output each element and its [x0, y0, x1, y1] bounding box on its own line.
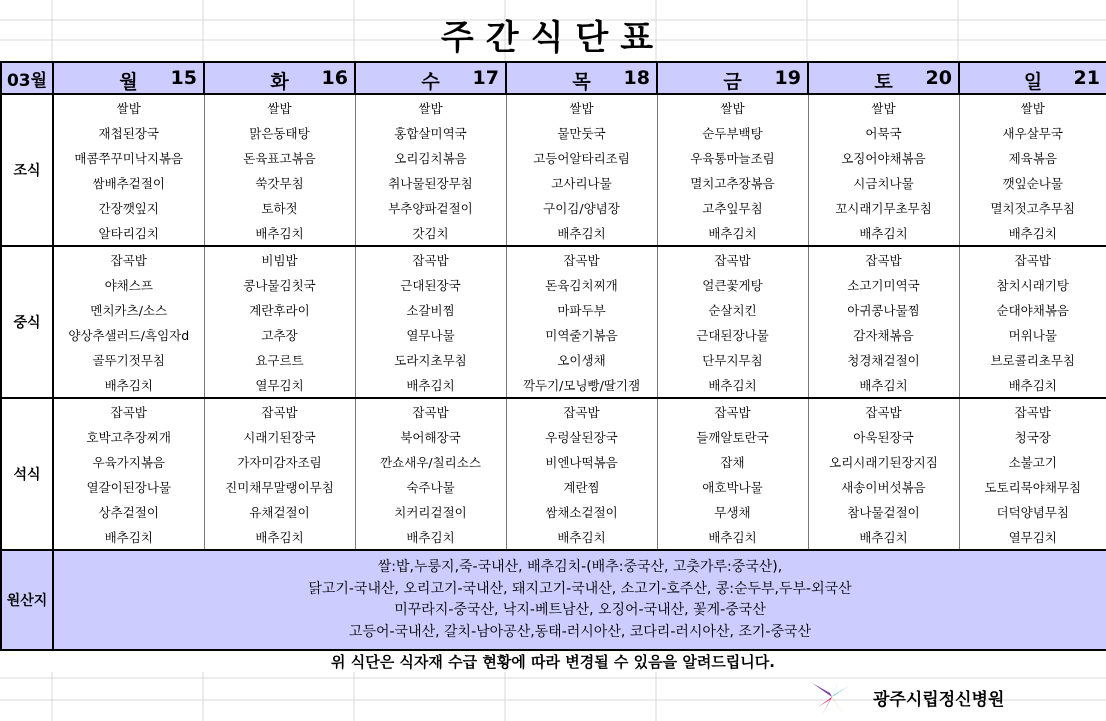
menu-item: 호박고추장찌개	[53, 424, 204, 449]
menu-item: 배추김치	[959, 220, 1106, 246]
menu-item: 열무김치	[204, 372, 355, 398]
menu-item: 재첩된장국	[53, 120, 204, 145]
menu-item: 깻잎순나물	[959, 170, 1106, 195]
menu-item: 잡곡밥	[808, 246, 959, 272]
weekly-menu-table	[0, 61, 1106, 651]
menu-item: 배추김치	[808, 524, 959, 550]
menu-item: 홍합살미역국	[355, 120, 506, 145]
day-name: 월	[119, 71, 138, 93]
menu-item: 쌀밥	[959, 94, 1106, 120]
origin-line: 쌀:밥,누룽지,죽-국내산, 배추김치-(배추:중국산, 고춧가루:중국산),	[377, 559, 783, 575]
day-header	[808, 62, 959, 94]
menu-item: 배추김치	[657, 372, 808, 398]
menu-item: 배추김치	[355, 524, 506, 550]
menu-item: 열무김치	[959, 524, 1106, 550]
menu-item: 잡곡밥	[53, 398, 204, 424]
menu-item: 쌈채소겉절이	[506, 499, 657, 524]
menu-item: 잡곡밥	[506, 246, 657, 272]
menu-item: 오징어야채볶음	[808, 145, 959, 170]
menu-item: 배추김치	[808, 372, 959, 398]
menu-item: 청경채겉절이	[808, 347, 959, 372]
menu-item: 근대된장나물	[657, 322, 808, 347]
menu-item: 더덕양념무침	[959, 499, 1106, 524]
menu-item: 비엔나떡볶음	[506, 449, 657, 474]
day-date: 18	[623, 67, 650, 89]
menu-item: 고추잎무침	[657, 195, 808, 220]
menu-item: 잡곡밥	[204, 398, 355, 424]
month-label: 03월	[1, 62, 53, 94]
menu-row	[1, 424, 1106, 449]
menu-item: 쑥갓무침	[204, 170, 355, 195]
menu-row	[1, 398, 1106, 424]
menu-row	[1, 499, 1106, 524]
meal-label: 석식	[1, 398, 53, 550]
menu-item: 시래기된장국	[204, 424, 355, 449]
menu-item: 소고기미역국	[808, 272, 959, 297]
menu-item: 배추김치	[808, 220, 959, 246]
menu-item: 콩나물김칫국	[204, 272, 355, 297]
day-name: 일	[1023, 71, 1043, 93]
menu-row	[1, 145, 1106, 170]
menu-item: 쌀밥	[506, 94, 657, 120]
menu-item: 배추김치	[355, 372, 506, 398]
menu-item: 매콤쭈꾸미낙지볶음	[53, 145, 204, 170]
menu-item: 도라지초무침	[355, 347, 506, 372]
menu-item: 배추김치	[53, 372, 204, 398]
menu-item: 치커리겉절이	[355, 499, 506, 524]
day-date: 15	[170, 67, 197, 89]
menu-item: 잡곡밥	[355, 246, 506, 272]
menu-item: 애호박나물	[657, 474, 808, 499]
menu-item: 오이생채	[506, 347, 657, 372]
menu-row	[1, 297, 1106, 322]
menu-item: 야채스프	[53, 272, 204, 297]
menu-item: 알타리김치	[53, 220, 204, 246]
menu-item: 멸치고추장볶음	[657, 170, 808, 195]
menu-item: 배추김치	[657, 220, 808, 246]
menu-item: 양상추샐러드/흑임자d	[53, 322, 204, 347]
menu-item: 머위나물	[959, 322, 1106, 347]
menu-item: 고등어알타리조림	[506, 145, 657, 170]
menu-item: 우육통마늘조림	[657, 145, 808, 170]
menu-item: 소불고기	[959, 449, 1106, 474]
menu-item: 간장깻잎지	[53, 195, 204, 220]
menu-item: 열갈이된장나물	[53, 474, 204, 499]
day-header	[959, 62, 1106, 94]
menu-item: 돈육표고볶음	[204, 145, 355, 170]
menu-item: 청국장	[959, 424, 1106, 449]
menu-item: 유채겉절이	[204, 499, 355, 524]
menu-item: 잡곡밥	[506, 398, 657, 424]
menu-item: 잡곡밥	[657, 398, 808, 424]
menu-item: 북어해장국	[355, 424, 506, 449]
menu-row	[1, 195, 1106, 220]
header-row	[1, 62, 1106, 94]
menu-item: 부추양파겉절이	[355, 195, 506, 220]
menu-row	[1, 474, 1106, 499]
day-header	[506, 62, 657, 94]
hospital-name: 광주시립정신병원	[873, 690, 1005, 710]
menu-item: 꼬시래기무초무침	[808, 195, 959, 220]
menu-item: 토하젓	[204, 195, 355, 220]
menu-row	[1, 524, 1106, 550]
menu-item: 새송이버섯볶음	[808, 474, 959, 499]
menu-item: 멘치카츠/소스	[53, 297, 204, 322]
menu-item: 참나물겉절이	[808, 499, 959, 524]
day-header	[53, 62, 204, 94]
menu-item: 우렁살된장국	[506, 424, 657, 449]
menu-item: 근대된장국	[355, 272, 506, 297]
menu-item: 숙주나물	[355, 474, 506, 499]
menu-item: 오리시래기된장지짐	[808, 449, 959, 474]
menu-item: 잡곡밥	[657, 246, 808, 272]
day-date: 17	[472, 67, 499, 89]
menu-item: 돈육김치찌개	[506, 272, 657, 297]
menu-item: 잡곡밥	[808, 398, 959, 424]
menu-item: 잡곡밥	[959, 246, 1106, 272]
menu-item: 갓김치	[355, 220, 506, 246]
menu-item: 시금치나물	[808, 170, 959, 195]
menu-item: 순두부백탕	[657, 120, 808, 145]
menu-item: 배추김치	[204, 220, 355, 246]
menu-item: 깐쇼새우/칠리소스	[355, 449, 506, 474]
menu-item: 들깨알토란국	[657, 424, 808, 449]
day-name: 목	[572, 71, 591, 93]
meal-label: 조식	[1, 94, 53, 246]
menu-item: 멸치젓고추무침	[959, 195, 1106, 220]
menu-item: 잡곡밥	[53, 246, 204, 272]
menu-item: 고추장	[204, 322, 355, 347]
day-name: 금	[723, 71, 742, 93]
menu-item: 참치시래기탕	[959, 272, 1106, 297]
menu-item: 배추김치	[506, 524, 657, 550]
menu-item: 아귀콩나물찜	[808, 297, 959, 322]
origin-line: 닭고기-국내산, 오리고기-국내산, 돼지고기-국내산, 소고기-호주산, 콩:순두부,두부-외국산	[308, 580, 852, 597]
menu-item: 구이김/양념장	[506, 195, 657, 220]
menu-item: 새우살무국	[959, 120, 1106, 145]
day-name: 토	[874, 71, 893, 93]
menu-row	[1, 170, 1106, 195]
menu-item: 잡곡밥	[355, 398, 506, 424]
menu-item: 잡곡밥	[959, 398, 1106, 424]
meal-label: 중식	[1, 246, 53, 398]
menu-item: 쌀밥	[204, 94, 355, 120]
menu-item: 계란후라이	[204, 297, 355, 322]
menu-item: 잡채	[657, 449, 808, 474]
menu-item: 어묵국	[808, 120, 959, 145]
menu-item: 비빔밥	[204, 246, 355, 272]
day-date: 16	[321, 67, 348, 89]
menu-item: 맑은동태탕	[204, 120, 355, 145]
menu-item: 진미채무말랭이무침	[204, 474, 355, 499]
day-name: 수	[421, 71, 440, 93]
day-name: 화	[270, 71, 289, 93]
day-date: 20	[925, 67, 952, 89]
menu-item: 감자채볶음	[808, 322, 959, 347]
menu-item: 도토리묵야채무침	[959, 474, 1106, 499]
menu-item: 배추김치	[657, 524, 808, 550]
page-title: 주간식단표	[440, 18, 666, 58]
menu-item: 열무나물	[355, 322, 506, 347]
menu-row	[1, 372, 1106, 398]
origin-info	[53, 550, 1106, 650]
menu-row	[1, 272, 1106, 297]
menu-row	[1, 94, 1106, 120]
menu-item: 배추김치	[53, 524, 204, 550]
menu-item: 쌀밥	[808, 94, 959, 120]
origin-label: 원산지	[1, 550, 53, 650]
menu-item: 아욱된장국	[808, 424, 959, 449]
day-header	[657, 62, 808, 94]
origin-line: 미꾸라지-중국산, 낙지-베트남산, 오징어-국내산, 꽃게-중국산	[394, 602, 766, 618]
menu-row	[1, 246, 1106, 272]
day-header	[204, 62, 355, 94]
menu-row	[1, 347, 1106, 372]
menu-row	[1, 120, 1106, 145]
menu-item: 골뚜기젓무침	[53, 347, 204, 372]
menu-item: 순대야채볶음	[959, 297, 1106, 322]
menu-item: 오리김치볶음	[355, 145, 506, 170]
menu-item: 고사리나물	[506, 170, 657, 195]
menu-item: 가자미감자조림	[204, 449, 355, 474]
menu-item: 순살치킨	[657, 297, 808, 322]
menu-item: 제육볶음	[959, 145, 1106, 170]
menu-row	[1, 449, 1106, 474]
menu-item: 쌀밥	[53, 94, 204, 120]
menu-item: 상추겉절이	[53, 499, 204, 524]
menu-item: 쌈배추겉절이	[53, 170, 204, 195]
menu-row	[1, 220, 1106, 246]
menu-item: 취나물된장무침	[355, 170, 506, 195]
origin-line: 고등어-국내산, 갈치-남아공산,동태-러시아산, 코다리-러시아산, 조기-중국산	[348, 623, 812, 640]
menu-item: 배추김치	[959, 372, 1106, 398]
menu-item: 배추김치	[204, 524, 355, 550]
menu-item: 요구르트	[204, 347, 355, 372]
menu-item: 계란찜	[506, 474, 657, 499]
menu-item: 얼큰꽃게탕	[657, 272, 808, 297]
menu-item: 쌀밥	[657, 94, 808, 120]
menu-item: 물만둣국	[506, 120, 657, 145]
menu-item: 무생채	[657, 499, 808, 524]
day-date: 21	[1073, 67, 1100, 89]
menu-item: 단무지무침	[657, 347, 808, 372]
menu-item: 깍두기/모닝빵/딸기잼	[506, 372, 657, 398]
menu-item: 마파두부	[506, 297, 657, 322]
menu-item: 배추김치	[506, 220, 657, 246]
day-header	[355, 62, 506, 94]
hospital-logo-icon	[810, 677, 854, 717]
menu-item: 우육가지볶음	[53, 449, 204, 474]
menu-item: 미역줄기볶음	[506, 322, 657, 347]
menu-item: 브로콜리초무침	[959, 347, 1106, 372]
menu-row	[1, 322, 1106, 347]
menu-item: 쌀밥	[355, 94, 506, 120]
menu-item: 소갈비찜	[355, 297, 506, 322]
notice-text: 위 식단은 식자재 수급 현황에 따라 변경될 수 있음을 알려드립니다.	[331, 653, 775, 671]
day-date: 19	[774, 67, 801, 89]
